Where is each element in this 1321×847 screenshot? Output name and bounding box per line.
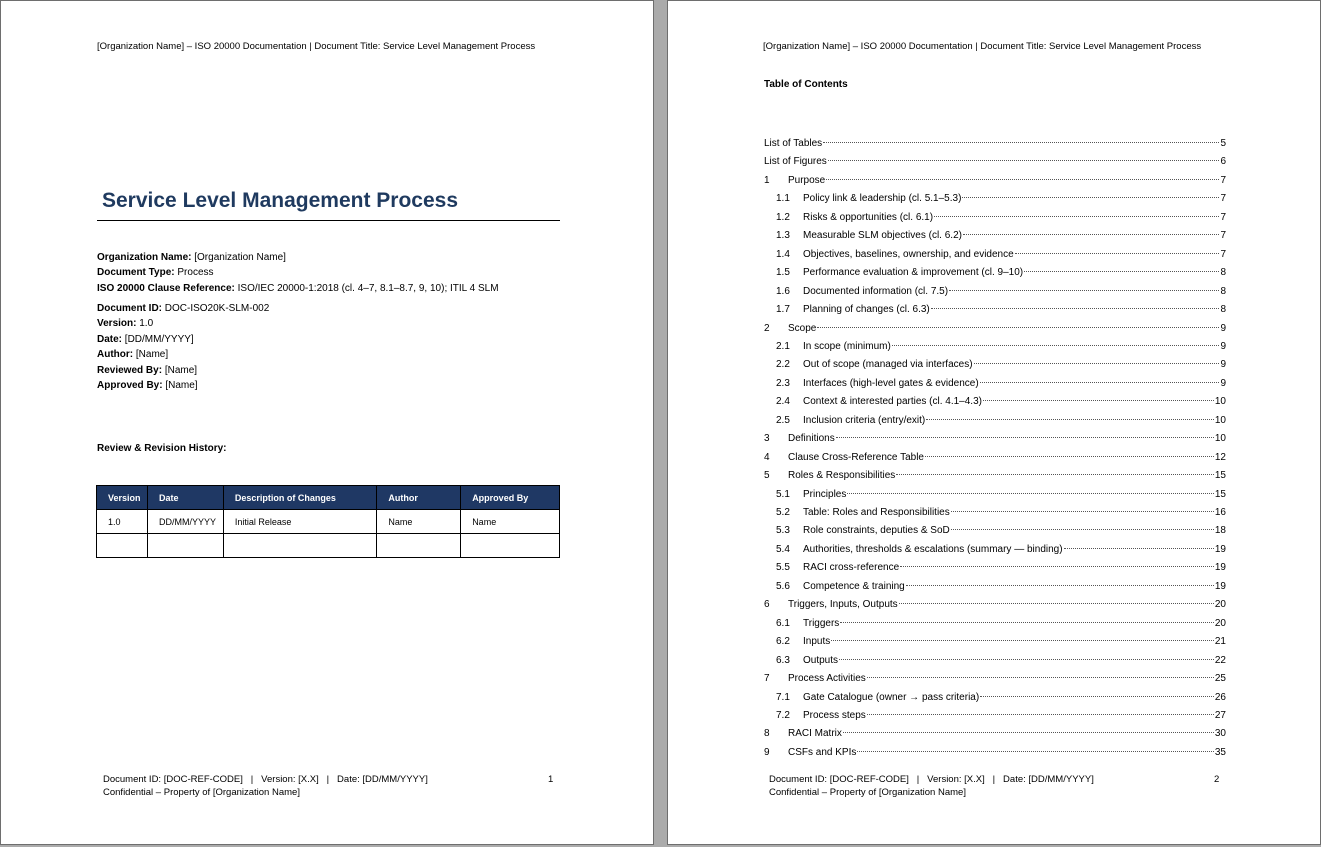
toc-leader-dots: [867, 677, 1214, 678]
metadata-label: Date:: [97, 333, 123, 345]
toc-entry[interactable]: [764, 175, 1226, 189]
toc-entry-text: Inputs: [803, 636, 831, 648]
toc-entry-text: Documented information (cl. 7.5): [803, 285, 949, 297]
toc-entry-text: Outputs: [803, 654, 839, 666]
toc-entry[interactable]: [764, 507, 1226, 521]
table-cell: [461, 534, 560, 558]
toc-leader-dots: [951, 529, 1214, 530]
toc-leader-dots: [896, 474, 1214, 475]
toc-entry-number: 5.3: [776, 525, 790, 537]
toc-entry[interactable]: [764, 618, 1226, 632]
toc-entry-number: 7.1: [776, 691, 790, 703]
toc-entry[interactable]: [764, 359, 1226, 373]
toc-leader-dots: [867, 714, 1214, 715]
toc-entry-text: RACI cross-reference: [803, 562, 900, 574]
toc-entry-page: 7: [1220, 211, 1226, 223]
toc-leader-dots: [831, 640, 1214, 641]
metadata-row: [97, 281, 499, 296]
toc-entry-text: Definitions: [788, 433, 835, 445]
toc-entry-page: 10: [1214, 433, 1226, 445]
metadata-value: ISO/IEC 20000-1:2018 (cl. 4–7, 8.1–8.7, 9, 10); ITIL 4 SLM: [237, 282, 499, 294]
toc-entry-page: 10: [1214, 396, 1226, 408]
toc-entry[interactable]: [764, 525, 1226, 539]
toc-entry-page: 5: [1220, 138, 1226, 149]
toc-entry-text: Measurable SLM objectives (cl. 6.2): [803, 230, 962, 242]
toc-entry-page: 10: [1214, 414, 1226, 426]
toc-entry[interactable]: [764, 452, 1226, 466]
toc-entry-number: 7.2: [776, 709, 790, 721]
toc-entry-number: 1: [764, 174, 770, 186]
toc-leader-dots: [847, 493, 1214, 494]
toc-leader-dots: [817, 327, 1219, 328]
toc-leader-dots: [934, 216, 1219, 217]
toc-entry-number: 2.4: [776, 396, 790, 408]
toc-entry-number: 5.5: [776, 562, 790, 574]
toc-leader-dots: [926, 419, 1214, 420]
table-header-row: [97, 486, 560, 510]
toc-entry-text: Objectives, baselines, ownership, and evidence: [803, 248, 1014, 260]
toc-entry[interactable]: [764, 341, 1226, 355]
toc-entry-page: 8: [1220, 267, 1226, 279]
toc-entry[interactable]: [764, 470, 1226, 484]
toc-entry-number: 1.2: [776, 211, 790, 223]
toc-entry-text: Competence & training: [803, 580, 905, 592]
toc-entry[interactable]: [764, 378, 1226, 392]
toc-entry-page: 35: [1214, 746, 1226, 758]
toc-entry-page: 26: [1214, 691, 1226, 703]
toc-entry[interactable]: [764, 267, 1226, 281]
revision-history-heading: Review & Revision History:: [97, 443, 227, 454]
table-row: [97, 510, 560, 534]
toc-leader-dots: [836, 437, 1214, 438]
metadata-row: [97, 332, 269, 347]
toc-entry-page: 27: [1214, 709, 1226, 721]
toc-entry-number: 6: [764, 599, 770, 611]
toc-entry-text: List of Tables: [764, 138, 823, 149]
toc-leader-dots: [900, 566, 1214, 567]
toc-entry-text: In scope (minimum): [803, 340, 891, 352]
toc-entry-page: 12: [1214, 451, 1226, 463]
toc-entry[interactable]: [764, 562, 1226, 576]
document-page-1: [0, 0, 654, 845]
toc-entry-number: 5.6: [776, 580, 790, 592]
toc-entry[interactable]: [764, 544, 1226, 558]
toc-entry-text: Principles: [803, 488, 847, 500]
toc-entry-page: 18: [1214, 525, 1226, 537]
toc-entry-text: Planning of changes (cl. 6.3): [803, 304, 930, 316]
toc-entry-page: 30: [1214, 728, 1226, 740]
toc-entry-text: Role constraints, deputies & SoD: [803, 525, 950, 537]
metadata-value: [DD/MM/YYYY]: [124, 333, 194, 345]
toc-leader-dots: [839, 659, 1214, 660]
toc-entry-page: 9: [1220, 377, 1226, 389]
toc-entry-number: 5.4: [776, 543, 790, 555]
toc-entry-number: 6.3: [776, 654, 790, 666]
toc-entry-text: Interfaces (high-level gates & evidence): [803, 377, 979, 389]
toc-entry-text: Triggers, Inputs, Outputs: [788, 599, 898, 611]
table-header-cell: Date: [147, 486, 223, 510]
toc-entry-number: 9: [764, 746, 770, 758]
toc-entry-number: 1.7: [776, 304, 790, 316]
toc-entry-number: 2.5: [776, 414, 790, 426]
toc-leader-dots: [980, 696, 1214, 697]
toc-entry-text: Process Activities: [788, 673, 866, 685]
metadata-label: Reviewed By:: [97, 364, 163, 376]
table-cell: [97, 534, 148, 558]
toc-entry-page: 20: [1214, 617, 1226, 629]
metadata-label: Author:: [97, 349, 134, 361]
toc-entry-number: 2.3: [776, 377, 790, 389]
toc-entry-page: 7: [1220, 248, 1226, 260]
toc-entry-page: 19: [1214, 562, 1226, 574]
toc-entry-page: 15: [1214, 488, 1226, 500]
toc-entry-number: 1.3: [776, 230, 790, 242]
metadata-row: [97, 265, 499, 280]
page-header: [Organization Name] – ISO 20000 Documentation | Document Title: Service Level Management Process: [97, 41, 536, 52]
toc-entry-text: Roles & Responsibilities: [788, 470, 896, 482]
table-header-cell: Approved By: [461, 486, 560, 510]
metadata-label: Organization Name:: [97, 252, 192, 263]
toc-entry[interactable]: [764, 728, 1226, 742]
table-cell: Name: [377, 510, 461, 534]
toc-entry-number: 1.4: [776, 248, 790, 260]
toc-entry[interactable]: [764, 433, 1226, 447]
table-row: [97, 534, 560, 558]
toc-leader-dots: [974, 363, 1220, 364]
toc-entry-number: 2.1: [776, 340, 790, 352]
revision-history-table: [96, 485, 560, 558]
metadata-row: [97, 363, 269, 378]
metadata-label: ISO 20000 Clause Reference:: [97, 282, 235, 294]
toc-entry-text: Triggers: [803, 617, 840, 629]
page-footer: [769, 774, 1094, 799]
toc-entry[interactable]: [764, 304, 1226, 318]
metadata-block-2: [97, 301, 269, 393]
toc-entry-text: Gate Catalogue (owner → pass criteria): [803, 691, 980, 703]
metadata-label: Approved By:: [97, 380, 163, 392]
toc-entry-page: 7: [1220, 230, 1226, 242]
footer-document-info: Document ID: [DOC-REF-CODE] | Version: [X.X] | Date: [DD/MM/YYYY]: [769, 774, 1094, 785]
toc-entry-text: Policy link & leadership (cl. 5.1–5.3): [803, 193, 962, 205]
toc-entry-number: 6.2: [776, 636, 790, 648]
document-title: Service Level Management Process: [102, 189, 459, 212]
metadata-value: Process: [177, 267, 214, 279]
toc-leader-dots: [962, 197, 1219, 198]
toc-entry-number: 7: [764, 673, 770, 685]
toc-leader-dots: [826, 179, 1219, 180]
table-cell: Name: [461, 510, 560, 534]
table-cell: DD/MM/YYYY: [147, 510, 223, 534]
toc-entry-page: 15: [1214, 470, 1226, 482]
page-number: 2: [1214, 774, 1220, 785]
toc-leader-dots: [983, 400, 1214, 401]
toc-leader-dots: [857, 751, 1214, 752]
toc-entry[interactable]: [764, 415, 1226, 429]
metadata-row: [97, 316, 269, 331]
metadata-label: Document ID:: [97, 303, 162, 314]
toc-entry-number: 6.1: [776, 617, 790, 629]
toc-leader-dots: [906, 585, 1214, 586]
toc-leader-dots: [963, 234, 1219, 235]
metadata-value: 1.0: [139, 318, 154, 330]
metadata-value: [Name]: [164, 364, 198, 376]
toc-entry-number: 5.2: [776, 507, 790, 518]
toc-entry[interactable]: [764, 230, 1226, 244]
toc-entry-text: Inclusion criteria (entry/exit): [803, 414, 926, 426]
toc-leader-dots: [931, 308, 1220, 309]
toc-entry-text: Performance evaluation & improvement (cl. 9–10): [803, 267, 1024, 279]
toc-entry[interactable]: [764, 636, 1226, 650]
table-header-cell: Version: [97, 486, 148, 510]
toc-entry-number: 3: [764, 433, 770, 445]
table-cell: 1.0: [97, 510, 148, 534]
toc-leader-dots: [823, 142, 1219, 143]
table-cell: Initial Release: [223, 510, 377, 534]
metadata-block-1: [97, 250, 499, 296]
table-cell: [377, 534, 461, 558]
toc-entry-page: 19: [1214, 543, 1226, 555]
toc-entry-page: 20: [1214, 599, 1226, 611]
metadata-label: Document Type:: [97, 267, 175, 279]
toc-entry-number: 5: [764, 470, 770, 482]
toc-entry[interactable]: [764, 747, 1226, 761]
metadata-row: [97, 301, 269, 316]
footer-confidential: Confidential – Property of [Organization Name]: [769, 786, 966, 798]
toc-entry[interactable]: [764, 323, 1226, 337]
toc-entry-page: 9: [1220, 359, 1226, 371]
toc-leader-dots: [949, 290, 1219, 291]
toc-entry-number: 8: [764, 728, 770, 740]
toc-entry-page: 8: [1220, 304, 1226, 316]
toc-entry-number: 1.1: [776, 193, 790, 205]
toc-entry-text: Table: Roles and Responsibilities: [803, 507, 950, 518]
page-number: 1: [548, 774, 554, 785]
toc-leader-dots: [980, 382, 1220, 383]
toc-title: Table of Contents: [764, 79, 848, 90]
toc-entry-text: CSFs and KPIs: [788, 746, 857, 758]
toc-entry-page: 25: [1214, 673, 1226, 685]
toc-entry[interactable]: [764, 710, 1226, 724]
toc-entry-text: Clause Cross-Reference Table: [788, 451, 924, 463]
toc-entry-text: Risks & opportunities (cl. 6.1): [803, 211, 934, 223]
toc-entry-page: 6: [1220, 156, 1226, 168]
toc-entry-page: 7: [1220, 193, 1226, 205]
toc-entry-number: 2.2: [776, 359, 790, 371]
toc-entry-page: 16: [1214, 507, 1226, 518]
toc-entry-text: Purpose: [788, 174, 826, 186]
toc-entry-page: 7: [1220, 174, 1226, 186]
toc-leader-dots: [843, 732, 1214, 733]
toc-entry-page: 8: [1220, 285, 1226, 297]
toc-entry[interactable]: [764, 655, 1226, 669]
toc-entry-text: Authorities, thresholds & escalations (summary — binding): [803, 543, 1063, 555]
metadata-value: [Organization Name]: [194, 252, 286, 263]
metadata-value: [Name]: [135, 349, 169, 361]
metadata-row: [97, 347, 269, 362]
metadata-label: Version:: [97, 318, 137, 330]
table-cell: [147, 534, 223, 558]
toc-entry-text: List of Figures: [764, 156, 827, 168]
toc-entry[interactable]: [764, 193, 1226, 207]
toc-entry-number: 1.6: [776, 285, 790, 297]
toc-entry[interactable]: [764, 249, 1226, 263]
toc-entry[interactable]: [764, 156, 1226, 170]
toc-entry[interactable]: [764, 599, 1226, 613]
toc-leader-dots: [1015, 253, 1220, 254]
toc-leader-dots: [840, 622, 1214, 623]
toc-entry[interactable]: [764, 489, 1226, 503]
metadata-value: DOC-ISO20K-SLM-002: [164, 303, 270, 314]
toc-entry-page: 9: [1220, 340, 1226, 352]
toc-leader-dots: [1064, 548, 1214, 549]
page-header: [Organization Name] – ISO 20000 Documentation | Document Title: Service Level Management Process: [763, 41, 1202, 52]
toc-leader-dots: [892, 345, 1220, 346]
toc-entry[interactable]: [764, 581, 1226, 595]
toc-entry-text: Scope: [788, 322, 817, 334]
table-header-cell: Author: [377, 486, 461, 510]
toc-leader-dots: [899, 603, 1214, 604]
table-cell: [223, 534, 377, 558]
toc-entry-page: 21: [1214, 636, 1226, 648]
document-page-2: [667, 0, 1321, 845]
toc-entry-page: 22: [1214, 654, 1226, 666]
toc-entry-text: Out of scope (managed via interfaces): [803, 359, 973, 371]
toc-entry[interactable]: [764, 286, 1226, 300]
toc-entry[interactable]: [764, 396, 1226, 410]
toc-entry-page: 9: [1220, 322, 1226, 334]
toc-leader-dots: [925, 456, 1214, 457]
table-header-cell: Description of Changes: [223, 486, 377, 510]
toc-entry-page: 19: [1214, 580, 1226, 592]
toc-entry-number: 5.1: [776, 488, 790, 500]
toc-entry[interactable]: [764, 212, 1226, 226]
toc-entry[interactable]: [764, 138, 1226, 152]
toc-entry-number: 1.5: [776, 267, 790, 279]
metadata-value: [Name]: [165, 380, 198, 392]
metadata-row: [97, 250, 499, 265]
toc-entry-text: RACI Matrix: [788, 728, 842, 740]
title-underline: [97, 220, 560, 221]
toc-leader-dots: [1024, 271, 1219, 272]
toc-entry-number: 4: [764, 451, 770, 463]
toc-entry[interactable]: [764, 673, 1226, 687]
toc-entry-number: 2: [764, 322, 770, 334]
footer-confidential: Confidential – Property of [Organization Name]: [103, 786, 300, 798]
metadata-row: [97, 378, 269, 393]
toc-entry[interactable]: [764, 692, 1226, 706]
toc-entry-text: Process steps: [803, 709, 866, 721]
footer-document-info: Document ID: [DOC-REF-CODE] | Version: [X.X] | Date: [DD/MM/YYYY]: [103, 774, 428, 785]
toc-leader-dots: [828, 160, 1220, 161]
toc-leader-dots: [951, 511, 1214, 512]
toc-entry-text: Context & interested parties (cl. 4.1–4.3): [803, 396, 982, 408]
page-footer: [103, 774, 428, 799]
